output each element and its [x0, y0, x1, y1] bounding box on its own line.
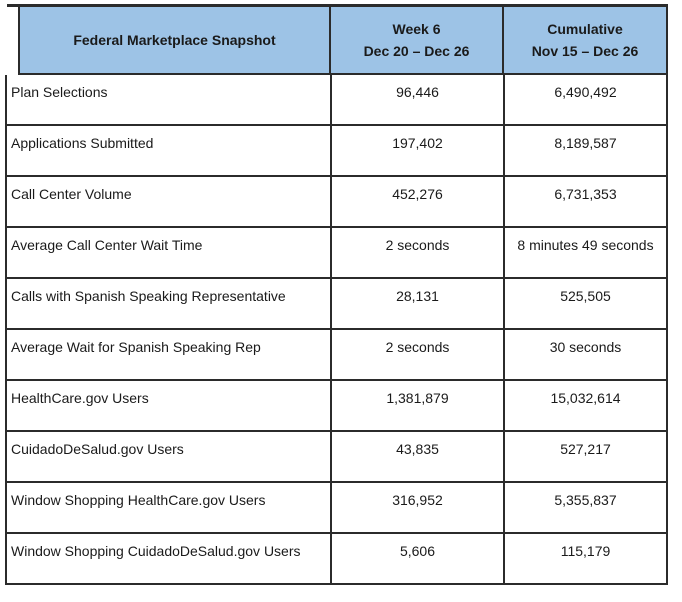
header-cell-snapshot — [20, 7, 331, 73]
cumulative-value: 525,505 — [560, 288, 611, 304]
week-value: 96,446 — [332, 75, 505, 124]
week-value: 316,952 — [332, 483, 505, 532]
row-label: Average Wait for Spanish Speaking Rep — [7, 330, 332, 379]
cumulative-value: 6,731,353 — [554, 186, 617, 202]
cumulative-value: 30 seconds — [549, 339, 622, 355]
table-row — [5, 432, 668, 483]
cumulative-date-range: Nov 15 – Dec 26 — [531, 43, 639, 59]
cumulative-value: 8,189,587 — [554, 135, 617, 151]
table-row — [5, 279, 668, 330]
cumulative-value: 5,355,837 — [554, 492, 617, 508]
cumulative-label: Cumulative — [547, 21, 623, 37]
week-value: 1,381,879 — [332, 381, 505, 430]
table-row — [5, 381, 668, 432]
table-row — [5, 330, 668, 381]
row-label: Calls with Spanish Speaking Representative — [7, 279, 332, 328]
row-label: Plan Selections — [7, 75, 332, 124]
row-label: Call Center Volume — [7, 177, 332, 226]
week6-label: Week 6 — [392, 21, 441, 37]
cumulative-value: 8 minutes 49 seconds — [517, 237, 654, 253]
week-value: 452,276 — [332, 177, 505, 226]
week-value: 2 seconds — [332, 330, 505, 379]
table-row — [5, 75, 668, 126]
row-label: Window Shopping CuidadoDeSalud.gov Users — [7, 534, 332, 583]
table-header-row — [18, 7, 668, 75]
week-value: 28,131 — [332, 279, 505, 328]
row-label: Average Call Center Wait Time — [7, 228, 332, 277]
week6-date-range: Dec 20 – Dec 26 — [363, 43, 470, 59]
table-row — [5, 483, 668, 534]
week-value: 197,402 — [332, 126, 505, 175]
row-label: Applications Submitted — [7, 126, 332, 175]
marketplace-snapshot-table — [5, 4, 668, 585]
cumulative-value: 15,032,614 — [550, 390, 621, 406]
cumulative-value: 527,217 — [560, 441, 611, 457]
row-label: Window Shopping HealthCare.gov Users — [7, 483, 332, 532]
week-value: 43,835 — [332, 432, 505, 481]
header-cell-week6 — [331, 7, 504, 73]
cumulative-value: 115,179 — [560, 543, 611, 559]
cumulative-value: 6,490,492 — [554, 84, 617, 100]
row-label: CuidadoDeSalud.gov Users — [7, 432, 332, 481]
row-label: HealthCare.gov Users — [7, 381, 332, 430]
table-row — [5, 177, 668, 228]
table-row — [5, 228, 668, 279]
table-row — [5, 534, 668, 585]
week-value: 5,606 — [332, 534, 505, 583]
table-row — [5, 126, 668, 177]
week-value: 2 seconds — [332, 228, 505, 277]
table-title: Federal Marketplace Snapshot — [73, 32, 276, 48]
header-cell-cumulative — [504, 7, 666, 73]
